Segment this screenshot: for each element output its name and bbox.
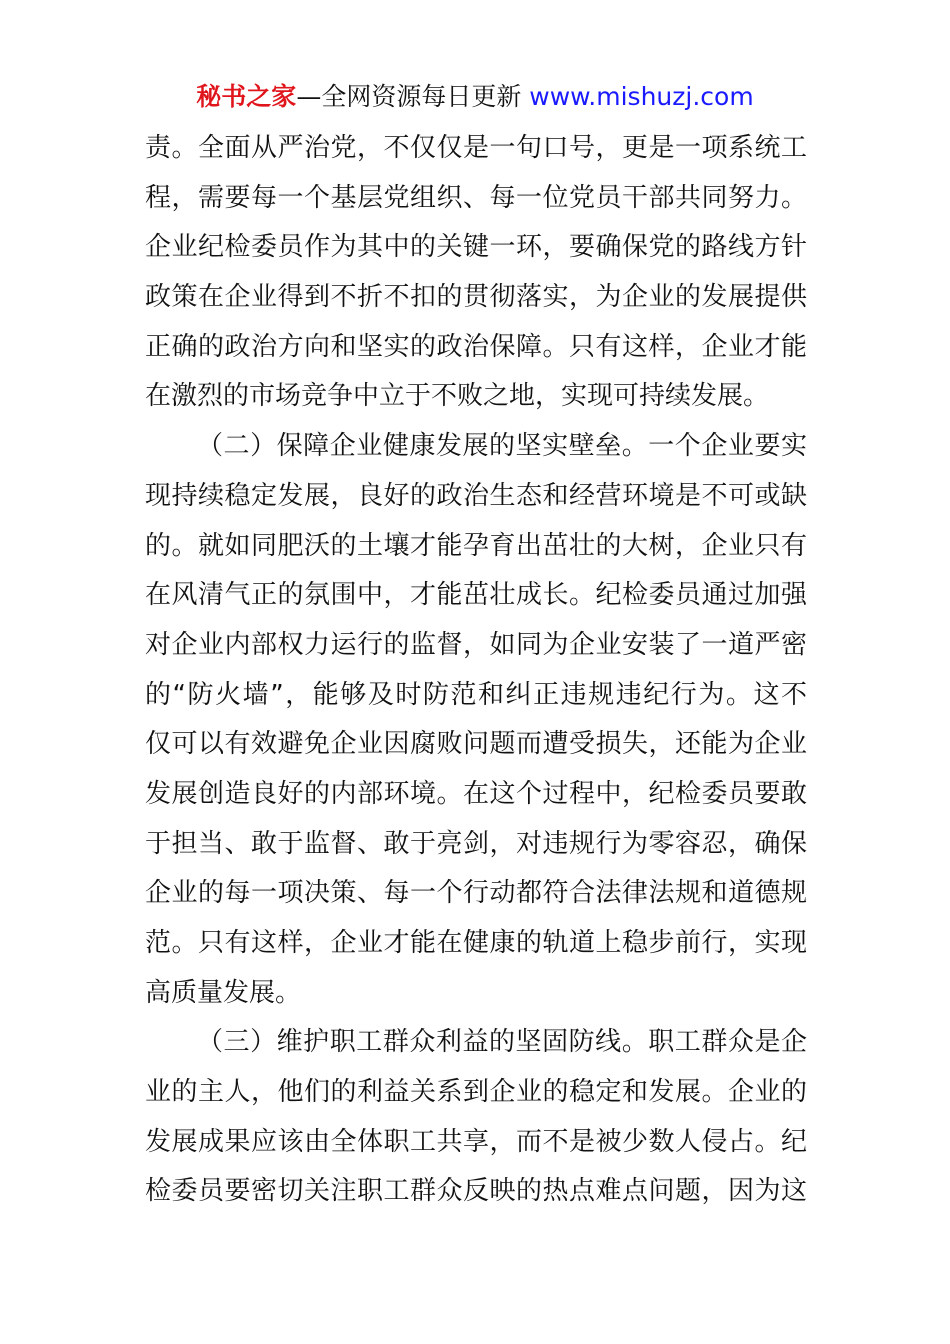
- header-tagline: —全网资源每日更新: [296, 82, 530, 111]
- text-line: 发展成果应该由全体职工共享，而不是被少数人侵占。纪: [145, 1126, 807, 1157]
- section-heading-line: （三）维护职工群众利益的坚固防线。职工群众是企: [197, 1027, 807, 1058]
- text-line: 业的主人，他们的利益关系到企业的稳定和发展。企业的: [145, 1077, 807, 1108]
- text-line: 对企业内部权力运行的监督，如同为企业安装了一道严密: [145, 629, 807, 660]
- text-line: 的“防火墙”，能够及时防范和纠正违规违纪行为。这不: [145, 679, 807, 710]
- text-line: 于担当、敢于监督、敢于亮剑，对违规行为零容忍，确保: [145, 828, 807, 859]
- section-heading-line: （二）保障企业健康发展的坚实壁垒。一个企业要实: [197, 431, 807, 462]
- text-line: 在风清气正的氛围中，才能茁壮成长。纪检委员通过加强: [145, 580, 807, 611]
- text-line: 正确的政治方向和坚实的政治保障。只有这样，企业才能: [145, 331, 807, 362]
- text-line: 发展创造良好的内部环境。在这个过程中，纪检委员要敢: [145, 778, 807, 809]
- text-line: 企业的每一项决策、每一个行动都符合法律法规和道德规: [145, 878, 807, 909]
- brand-name: 秘书之家: [196, 82, 297, 111]
- text-line: 企业纪检委员作为其中的关键一环，要确保党的路线方针: [145, 232, 807, 263]
- text-line: 仅可以有效避免企业因腐败问题而遭受损失，还能为企业: [145, 729, 807, 760]
- text-line: 在激烈的市场竞争中立于不败之地，实现可持续发展。: [145, 381, 770, 412]
- text-line: 现持续稳定发展，良好的政治生态和经营环境是不可或缺: [145, 480, 807, 511]
- text-line: 的。就如同肥沃的土壤才能孕育出茁壮的大树，企业只有: [145, 530, 807, 561]
- page-header: [0, 80, 950, 114]
- document-body: [145, 124, 807, 1217]
- text-line: 程，需要每一个基层党组织、每一位党员干部共同努力。: [145, 182, 807, 213]
- text-line: 责。全面从严治党，不仅仅是一句口号，更是一项系统工: [145, 133, 807, 163]
- text-line: 政策在企业得到不折不扣的贯彻落实，为企业的发展提供: [145, 282, 807, 313]
- text-line: 范。只有这样，企业才能在健康的轨道上稳步前行，实现: [145, 928, 807, 958]
- text-line: 高质量发展。: [145, 977, 302, 1008]
- site-url-link[interactable]: www.mishuzj.com: [529, 82, 754, 111]
- text-line: 检委员要密切关注职工群众反映的热点难点问题，因为这: [145, 1176, 807, 1207]
